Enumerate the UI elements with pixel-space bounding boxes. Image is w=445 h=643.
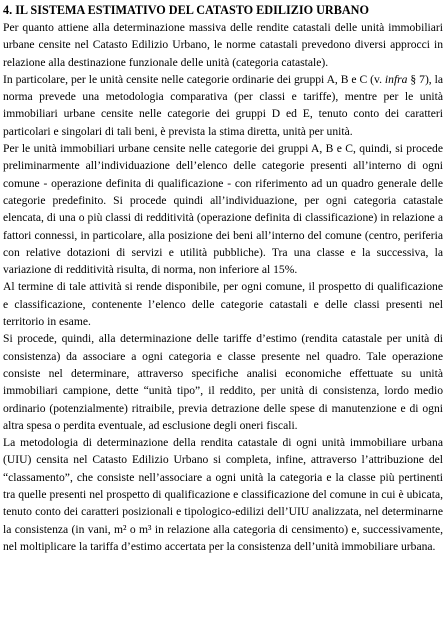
paragraph-5: Si procede, quindi, alla determinazione delle tariffe d’estimo (rendita catastale per unità di consistenza) da associare a ogni categoria e classe presente nel quadro. Tale operazione consiste nel determinare, attraverso specifiche analisi economiche effettuate su unità immobiliari campione, dette “unità tipo”, il reddito, per unità di consistenza, lordo medio ordinario (potenzialmente) ritraibile, previa detrazione delle spese di manutenzione e di ogni altra spesa o perdita eventuale, ad esclusione degli oneri fiscali.: [3, 332, 443, 432]
section-heading: 4. IL SISTEMA ESTIMATIVO DEL CATASTO EDILIZIO URBANO: [3, 3, 369, 17]
paragraph-2-infra: infra: [384, 72, 408, 86]
paragraph-3: Per le unità immobiliari urbane censite nelle categorie dei gruppi A, B e C, quindi, si procede preliminarmente all’individuazione dell’elenco delle categorie presenti all’interno di ogni comune - operazione definita di qualificazione - con riferimento ad un quadro generale delle categorie predefinito. Si procede quindi all’individuazione, per ogni categoria catastale elencata, di una o più classi di redditività (operazione definita di classificazione) in relazione a fattori connessi, in particolare, alla posizione dei beni all’interno del comune (centro, periferia con relative dotazioni di servizi e utilità pubbliche). Tra una classe e la successiva, la variazione di redditività risulta, di norma, non inferiore al 15%.: [3, 142, 443, 277]
paragraph-2: [3, 71, 443, 140]
paragraph-1: Per quanto attiene alla determinazione massiva delle rendite catastali delle unità immobiliari urbane censite nel Catasto Edilizio Urbano, le norme catastali prevedono diversi approcci in relazione alla destinazione funzionale delle unità (categoria catastale).: [3, 21, 443, 69]
paragraph-4: Al termine di tale attività si rende disponibile, per ogni comune, il prospetto di qualificazione e classificazione, contenente l’elenco delle categorie catastali e delle classi presenti nel territorio in esame.: [3, 280, 443, 329]
paragraph-2-text-b: § 7), la norma prevede una metodologia comparativa (per classi e tariffe), mentre per le unità immobiliari urbane censite nelle categorie dei gruppi D ed E, tenuto conto dei caratteri particolari e singolari di tali beni, è prevista la stima diretta, unità per unità.: [3, 72, 443, 138]
document-page: [3, 0, 443, 643]
paragraph-6: La metodologia di determinazione della rendita catastale di ogni unità immobiliare urbana (UIU) censita nel Catasto Edilizio Urbano si completa, infine, attraverso l’attribuzione del “classamento”, che consiste nell’associare a ogni unità la categoria e la classe più pertinenti tra quelle presenti nel prospetto di qualificazione e classificazione del comune in cui è ubicata, tenuto conto dei caratteri posizionali e tipologico-edilizi dell’UIU analizzata, nel determinarne la consistenza (in vani, m² o m³ in relazione alla categoria di censimento) e, successivamente, nel moltiplicare la tariffa d’estimo accertata per la consistenza dell’unità immobiliare urbana.: [3, 436, 443, 553]
paragraph-2-text-a: In particolare, per le unità censite nelle categorie ordinarie dei gruppi A, B e C (v.: [3, 72, 385, 86]
